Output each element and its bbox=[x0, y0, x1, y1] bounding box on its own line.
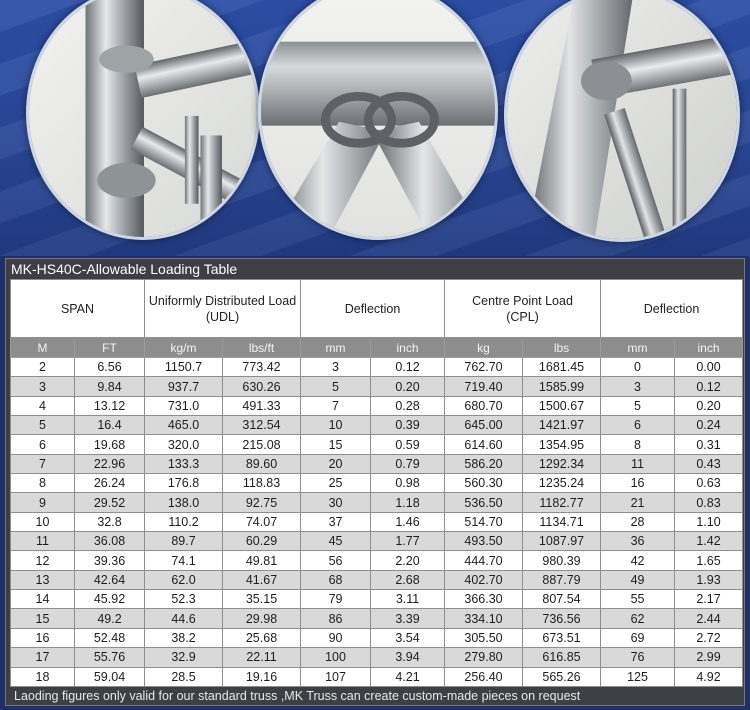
table-cell: 41.67 bbox=[223, 570, 301, 589]
table-cell: 60.29 bbox=[223, 532, 301, 551]
table-row bbox=[11, 416, 743, 435]
table-cell: 0.59 bbox=[371, 435, 445, 454]
table-cell: 9 bbox=[11, 493, 75, 512]
table-cell: 176.8 bbox=[145, 474, 223, 493]
table-cell: 18 bbox=[11, 667, 75, 687]
table-cell: 673.51 bbox=[523, 628, 601, 647]
table-cell: 762.70 bbox=[445, 358, 523, 377]
table-cell: 6 bbox=[11, 435, 75, 454]
table-cell: 0.79 bbox=[371, 454, 445, 473]
table-cell: 7 bbox=[301, 396, 371, 415]
table-cell: 586.20 bbox=[445, 454, 523, 473]
header-udl-line1: Uniformly Distributed Load bbox=[148, 293, 297, 308]
table-cell: 2.72 bbox=[675, 628, 743, 647]
table-cell: 1182.77 bbox=[523, 493, 601, 512]
table-cell: 491.33 bbox=[223, 396, 301, 415]
table-cell: 3.11 bbox=[371, 590, 445, 609]
unit-header-cell: M bbox=[11, 338, 75, 358]
table-cell: 86 bbox=[301, 609, 371, 628]
table-cell: 6 bbox=[601, 416, 675, 435]
table-cell: 45 bbox=[301, 532, 371, 551]
table-body bbox=[11, 358, 743, 687]
table-cell: 11 bbox=[601, 454, 675, 473]
table-cell: 887.79 bbox=[523, 570, 601, 589]
table-cell: 32.8 bbox=[75, 512, 145, 531]
unit-header-cell: kg/m bbox=[145, 338, 223, 358]
table-cell: 320.0 bbox=[145, 435, 223, 454]
table-cell: 55.76 bbox=[75, 648, 145, 667]
table-row bbox=[11, 551, 743, 570]
table-cell: 1292.34 bbox=[523, 454, 601, 473]
table-cell: 30 bbox=[301, 493, 371, 512]
table-cell: 62 bbox=[601, 609, 675, 628]
table-row bbox=[11, 570, 743, 589]
table-cell: 100 bbox=[301, 648, 371, 667]
table-cell: 26.24 bbox=[75, 474, 145, 493]
table-cell: 0.00 bbox=[675, 358, 743, 377]
table-cell: 0.20 bbox=[675, 396, 743, 415]
table-cell: 645.00 bbox=[445, 416, 523, 435]
table-row bbox=[11, 474, 743, 493]
table-cell: 21 bbox=[601, 493, 675, 512]
table-cell: 1134.71 bbox=[523, 512, 601, 531]
table-cell: 22.11 bbox=[223, 648, 301, 667]
table-cell: 9.84 bbox=[75, 377, 145, 396]
table-cell: 0.31 bbox=[675, 435, 743, 454]
table-cell: 69 bbox=[601, 628, 675, 647]
table-cell: 28.5 bbox=[145, 667, 223, 687]
table-row bbox=[11, 358, 743, 377]
table-cell: 536.50 bbox=[445, 493, 523, 512]
table-cell: 1.46 bbox=[371, 512, 445, 531]
units-header-row bbox=[11, 338, 743, 358]
table-row bbox=[11, 377, 743, 396]
table-cell: 736.56 bbox=[523, 609, 601, 628]
table-row bbox=[11, 512, 743, 531]
table-cell: 1087.97 bbox=[523, 532, 601, 551]
table-cell: 1585.99 bbox=[523, 377, 601, 396]
table-title: MK-HS40C-Allowable Loading Table bbox=[11, 261, 238, 277]
table-cell: 493.50 bbox=[445, 532, 523, 551]
table-cell: 1235.24 bbox=[523, 474, 601, 493]
table-cell: 89.7 bbox=[145, 532, 223, 551]
table-cell: 125 bbox=[601, 667, 675, 687]
table-cell: 11 bbox=[11, 532, 75, 551]
table-cell: 305.50 bbox=[445, 628, 523, 647]
table-cell: 39.36 bbox=[75, 551, 145, 570]
table-cell: 49.2 bbox=[75, 609, 145, 628]
table-cell: 8 bbox=[11, 474, 75, 493]
table-cell: 4.21 bbox=[371, 667, 445, 687]
table-row bbox=[11, 435, 743, 454]
table-cell: 444.70 bbox=[445, 551, 523, 570]
table-cell: 980.39 bbox=[523, 551, 601, 570]
table-cell: 74.07 bbox=[223, 512, 301, 531]
table-cell: 25.68 bbox=[223, 628, 301, 647]
table-cell: 20 bbox=[301, 454, 371, 473]
table-cell: 3.94 bbox=[371, 648, 445, 667]
table-cell: 10 bbox=[11, 512, 75, 531]
table-cell: 1500.67 bbox=[523, 396, 601, 415]
table-cell: 29.52 bbox=[75, 493, 145, 512]
truss-node-photo bbox=[504, 0, 740, 242]
table-cell: 35.15 bbox=[223, 590, 301, 609]
table-cell: 6.56 bbox=[75, 358, 145, 377]
table-cell: 5 bbox=[11, 416, 75, 435]
table-cell: 1.18 bbox=[371, 493, 445, 512]
table-cell: 0.28 bbox=[371, 396, 445, 415]
table-cell: 44.6 bbox=[145, 609, 223, 628]
unit-header-cell: lbs/ft bbox=[223, 338, 301, 358]
table-cell: 560.30 bbox=[445, 474, 523, 493]
header-cpl bbox=[445, 280, 601, 338]
table-cell: 16.4 bbox=[75, 416, 145, 435]
table-cell: 12 bbox=[11, 551, 75, 570]
table-cell: 334.10 bbox=[445, 609, 523, 628]
table-cell: 0.98 bbox=[371, 474, 445, 493]
loading-table bbox=[10, 279, 743, 687]
table-cell: 110.2 bbox=[145, 512, 223, 531]
table-cell: 0.43 bbox=[675, 454, 743, 473]
table-cell: 59.04 bbox=[75, 667, 145, 687]
table-cell: 1354.95 bbox=[523, 435, 601, 454]
table-cell: 7 bbox=[11, 454, 75, 473]
table-cell: 1150.7 bbox=[145, 358, 223, 377]
photo-banner bbox=[0, 0, 750, 256]
header-deflection-udl: Deflection bbox=[301, 280, 445, 338]
table-cell: 1.10 bbox=[675, 512, 743, 531]
table-cell: 215.08 bbox=[223, 435, 301, 454]
header-cpl-line2: (CPL) bbox=[506, 309, 539, 324]
table-cell: 0.39 bbox=[371, 416, 445, 435]
table-row bbox=[11, 648, 743, 667]
table-cell: 514.70 bbox=[445, 512, 523, 531]
footnote: Laoding figures only valid for our standard truss ,MK Truss can create custom-made pieces on request bbox=[14, 689, 581, 703]
table-cell: 1.42 bbox=[675, 532, 743, 551]
unit-header-cell: FT bbox=[75, 338, 145, 358]
table-cell: 2.68 bbox=[371, 570, 445, 589]
table-cell: 0.83 bbox=[675, 493, 743, 512]
unit-header-cell: kg bbox=[445, 338, 523, 358]
table-cell: 16 bbox=[601, 474, 675, 493]
table-cell: 279.80 bbox=[445, 648, 523, 667]
table-cell: 2.99 bbox=[675, 648, 743, 667]
loading-table-panel bbox=[5, 258, 745, 706]
header-cpl-line1: Centre Point Load bbox=[472, 293, 573, 308]
unit-header-cell: mm bbox=[301, 338, 371, 358]
table-cell: 3.39 bbox=[371, 609, 445, 628]
table-cell: 52.48 bbox=[75, 628, 145, 647]
header-span: SPAN bbox=[11, 280, 145, 338]
table-cell: 731.0 bbox=[145, 396, 223, 415]
table-cell: 13 bbox=[11, 570, 75, 589]
table-row bbox=[11, 454, 743, 473]
table-cell: 614.60 bbox=[445, 435, 523, 454]
table-cell: 74.1 bbox=[145, 551, 223, 570]
table-cell: 13.12 bbox=[75, 396, 145, 415]
table-row bbox=[11, 667, 743, 687]
table-cell: 56 bbox=[301, 551, 371, 570]
table-cell: 92.75 bbox=[223, 493, 301, 512]
table-cell: 37 bbox=[301, 512, 371, 531]
table-cell: 42.64 bbox=[75, 570, 145, 589]
table-cell: 15 bbox=[11, 609, 75, 628]
table-cell: 76 bbox=[601, 648, 675, 667]
table-cell: 402.70 bbox=[445, 570, 523, 589]
table-cell: 10 bbox=[301, 416, 371, 435]
table-cell: 90 bbox=[301, 628, 371, 647]
unit-header-cell: mm bbox=[601, 338, 675, 358]
table-cell: 89.60 bbox=[223, 454, 301, 473]
table-cell: 45.92 bbox=[75, 590, 145, 609]
table-cell: 0.12 bbox=[371, 358, 445, 377]
table-cell: 3 bbox=[301, 358, 371, 377]
table-cell: 14 bbox=[11, 590, 75, 609]
table-row bbox=[11, 628, 743, 647]
table-cell: 36 bbox=[601, 532, 675, 551]
table-cell: 4 bbox=[11, 396, 75, 415]
table-cell: 2.20 bbox=[371, 551, 445, 570]
table-cell: 16 bbox=[11, 628, 75, 647]
table-row bbox=[11, 609, 743, 628]
table-row bbox=[11, 590, 743, 609]
table-cell: 8 bbox=[601, 435, 675, 454]
table-cell: 133.3 bbox=[145, 454, 223, 473]
table-cell: 38.2 bbox=[145, 628, 223, 647]
table-cell: 2.44 bbox=[675, 609, 743, 628]
table-cell: 937.7 bbox=[145, 377, 223, 396]
table-cell: 3 bbox=[11, 377, 75, 396]
table-cell: 68 bbox=[301, 570, 371, 589]
table-cell: 4.92 bbox=[675, 667, 743, 687]
table-cell: 680.70 bbox=[445, 396, 523, 415]
table-cell: 17 bbox=[11, 648, 75, 667]
table-cell: 25 bbox=[301, 474, 371, 493]
header-udl bbox=[145, 280, 301, 338]
table-cell: 19.16 bbox=[223, 667, 301, 687]
table-cell: 49.81 bbox=[223, 551, 301, 570]
table-cell: 28 bbox=[601, 512, 675, 531]
table-cell: 1.65 bbox=[675, 551, 743, 570]
unit-header-cell: lbs bbox=[523, 338, 601, 358]
table-cell: 312.54 bbox=[223, 416, 301, 435]
table-cell: 5 bbox=[601, 396, 675, 415]
table-cell: 32.9 bbox=[145, 648, 223, 667]
table-cell: 565.26 bbox=[523, 667, 601, 687]
table-row bbox=[11, 396, 743, 415]
table-cell: 49 bbox=[601, 570, 675, 589]
table-cell: 55 bbox=[601, 590, 675, 609]
table-cell: 1681.45 bbox=[523, 358, 601, 377]
table-cell: 22.96 bbox=[75, 454, 145, 473]
table-header-row bbox=[11, 280, 743, 338]
unit-header-cell: inch bbox=[675, 338, 743, 358]
table-cell: 42 bbox=[601, 551, 675, 570]
table-cell: 1.93 bbox=[675, 570, 743, 589]
table-cell: 118.83 bbox=[223, 474, 301, 493]
table-cell: 15 bbox=[301, 435, 371, 454]
table-cell: 62.0 bbox=[145, 570, 223, 589]
table-cell: 0.63 bbox=[675, 474, 743, 493]
table-cell: 773.42 bbox=[223, 358, 301, 377]
table-row bbox=[11, 493, 743, 512]
table-cell: 19.68 bbox=[75, 435, 145, 454]
table-cell: 5 bbox=[301, 377, 371, 396]
table-cell: 465.0 bbox=[145, 416, 223, 435]
table-cell: 3 bbox=[601, 377, 675, 396]
table-cell: 138.0 bbox=[145, 493, 223, 512]
table-cell: 1.77 bbox=[371, 532, 445, 551]
table-cell: 719.40 bbox=[445, 377, 523, 396]
table-cell: 630.26 bbox=[223, 377, 301, 396]
header-udl-line2: (UDL) bbox=[205, 309, 240, 324]
unit-header-cell: inch bbox=[371, 338, 445, 358]
table-cell: 79 bbox=[301, 590, 371, 609]
table-cell: 616.85 bbox=[523, 648, 601, 667]
table-cell: 0.20 bbox=[371, 377, 445, 396]
table-cell: 3.54 bbox=[371, 628, 445, 647]
table-cell: 52.3 bbox=[145, 590, 223, 609]
table-cell: 0 bbox=[601, 358, 675, 377]
table-cell: 2.17 bbox=[675, 590, 743, 609]
header-deflection-cpl: Deflection bbox=[601, 280, 743, 338]
table-cell: 2 bbox=[11, 358, 75, 377]
table-cell: 256.40 bbox=[445, 667, 523, 687]
table-cell: 0.24 bbox=[675, 416, 743, 435]
table-cell: 366.30 bbox=[445, 590, 523, 609]
table-cell: 807.54 bbox=[523, 590, 601, 609]
table-cell: 107 bbox=[301, 667, 371, 687]
table-cell: 36.08 bbox=[75, 532, 145, 551]
table-cell: 1421.97 bbox=[523, 416, 601, 435]
table-row bbox=[11, 532, 743, 551]
table-cell: 0.12 bbox=[675, 377, 743, 396]
table-cell: 29.98 bbox=[223, 609, 301, 628]
